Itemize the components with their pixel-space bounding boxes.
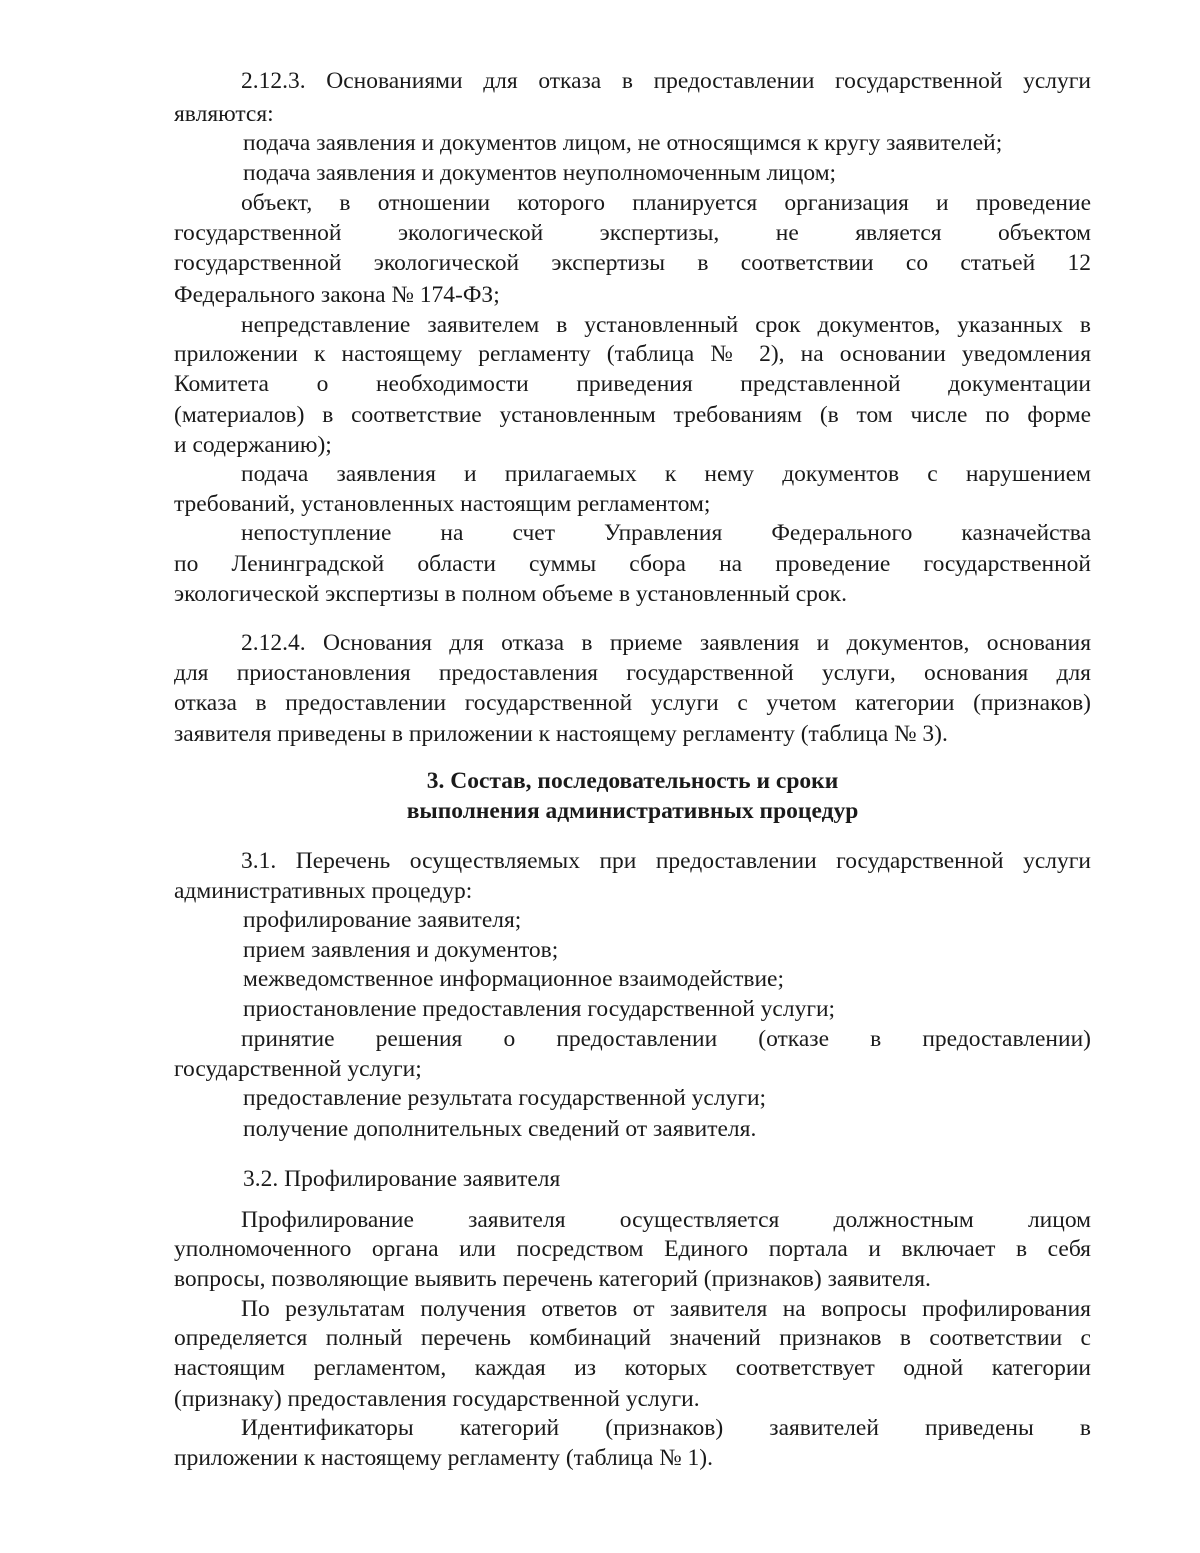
text-line: требований, установленных настоящим регламентом; — [174, 491, 711, 517]
text-line: Профилирование заявителя осуществляется должностным лицом — [241, 1207, 1091, 1233]
text-line: 2.12.4. Основания для отказа в приеме заявления и документов, основания — [241, 630, 1091, 656]
text-line: Федерального закона № 174-ФЗ; — [174, 282, 500, 308]
text-line: подача заявления и документов лицом, не относящимся к кругу заявителей; — [243, 130, 1003, 156]
section-heading: выполнения административных процедур — [406, 798, 859, 824]
list-item: принятие решения о предоставлении (отказе в предоставлении) — [241, 1026, 1091, 1052]
text-line: (материалов) в соответствие установленным требованиям (в том числе по форме — [174, 402, 1091, 428]
text-line: определяется полный перечень комбинаций значений признаков в соответствии с — [174, 1325, 1091, 1351]
text-line: подача заявления и прилагаемых к нему документов с нарушением — [241, 461, 1091, 487]
text-line: уполномоченного органа или посредством Единого портала и включает в себя — [174, 1236, 1091, 1262]
text-line: являются: — [174, 101, 274, 127]
list-item: прием заявления и документов; — [243, 937, 559, 963]
text-line: и содержанию); — [174, 432, 332, 458]
text-line: объект, в отношении которого планируется организация и проведение — [241, 190, 1091, 216]
text-line: Идентификаторы категорий (признаков) заявителей приведены в — [241, 1415, 1091, 1441]
text-line: отказа в предоставлении государственной услуги с учетом категории (признаков) — [174, 690, 1091, 716]
text-line: экологической экспертизы в полном объеме в установленный срок. — [174, 581, 847, 607]
list-item: приостановление предоставления государственной услуги; — [243, 996, 836, 1022]
text-line: государственной экологической экспертизы, не является объектом — [174, 220, 1091, 246]
text-line: административных процедур: — [174, 878, 473, 904]
list-item: профилирование заявителя; — [243, 907, 522, 933]
list-item: межведомственное информационное взаимодействие; — [243, 966, 785, 992]
list-item: получение дополнительных сведений от заявителя. — [243, 1116, 757, 1142]
text-line: непредставление заявителем в установленный срок документов, указанных в — [241, 312, 1091, 338]
section-heading: 3. Состав, последовательность и сроки — [426, 768, 839, 794]
text-line: 2.12.3. Основаниями для отказа в предоставлении государственной услуги — [241, 68, 1091, 94]
text-line: заявителя приведены в приложении к настоящему регламенту (таблица № 3). — [174, 721, 948, 747]
text-line: непоступление на счет Управления Федерального казначейства — [241, 520, 1091, 546]
text-line: (признаку) предоставления государственной услуги. — [174, 1386, 700, 1412]
text-line: для приостановления предоставления государственной услуги, основания для — [174, 660, 1091, 686]
text-line: 3.1. Перечень осуществляемых при предоставлении государственной услуги — [241, 848, 1091, 874]
text-line: государственной экологической экспертизы в соответствии со статьей 12 — [174, 250, 1091, 276]
text-line: приложении к настоящему регламенту (таблица № 1). — [174, 1445, 713, 1471]
text-line: по Ленинградской области суммы сбора на проведение государственной — [174, 551, 1091, 577]
text-line: подача заявления и документов неуполномоченным лицом; — [243, 160, 837, 186]
text-line: Комитета о необходимости приведения представленной документации — [174, 371, 1091, 397]
text-line: вопросы, позволяющие выявить перечень категорий (признаков) заявителя. — [174, 1266, 931, 1292]
text-line: приложении к настоящему регламенту (таблица № 2), на основании уведомления — [174, 341, 1091, 367]
list-item: предоставление результата государственной услуги; — [243, 1085, 767, 1111]
subsection-title: 3.2. Профилирование заявителя — [243, 1166, 561, 1192]
text-line: государственной услуги; — [174, 1056, 422, 1082]
text-line: настоящим регламентом, каждая из которых соответствует одной категории — [174, 1355, 1091, 1381]
text-line: По результатам получения ответов от заявителя на вопросы профилирования — [241, 1296, 1091, 1322]
